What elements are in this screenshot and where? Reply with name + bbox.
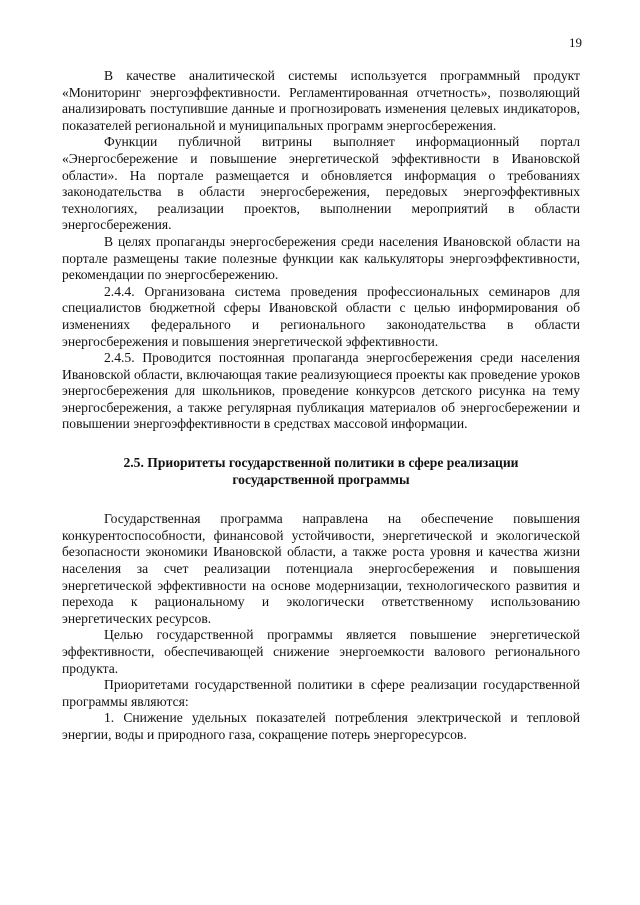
paragraph-2-4-5: 2.4.5. Проводится постоянная пропаганда энергосбережения среди населения Ивановской области, включающая такие реализующиеся проекты как проведение уроков энергосбережения для школьников, проведение конкурсов детского рисунка на тему энергосбережения, а также регулярная публикация материалов об энергосбережении и повышении энергоэффективности в средствах массовой информации.: [62, 350, 580, 432]
page-content: [62, 68, 580, 744]
section-heading-2-5: 2.5. Приоритеты государственной политики в сфере реализации государственной программы: [123, 455, 519, 487]
paragraph-analytics-system: В качестве аналитической системы используется программный продукт «Мониторинг энергоэффективности. Регламентированная отчетность», позволяющий анализировать поступившие данные и прогнозировать изменения целевых индикаторов, показателей региональной и муниципальных программ энергосбережения.: [62, 68, 580, 133]
paragraph-portal-functions: В целях пропаганды энергосбережения среди населения Ивановской области на портале размещены такие полезные функции как калькуляторы энергоэффективности, рекомендации по энергосбережению.: [62, 233, 580, 283]
paragraph-priority-1: 1. Снижение удельных показателей потребления электрической и тепловой энергии, воды и природного газа, сокращение потерь энергоресурсов.: [62, 710, 580, 742]
paragraph-program-goal: Целью государственной программы является повышение энергетической эффективности, обеспечивающей снижение энергоемкости валового регионального продукта.: [62, 627, 580, 676]
page-number: 19: [569, 35, 582, 50]
paragraph-2-4-4: 2.4.4. Организована система проведения профессиональных семинаров для специалистов бюджетной сферы Ивановской области с целью информирования об изменениях федерального и регионального законодательства в области энергосбережения и повышения энергетической эффективности.: [62, 283, 580, 349]
paragraph-program-direction: Государственная программа направлена на обеспечение повышения конкурентоспособности, финансовой устойчивости, энергетической и экологической безопасности экономики Ивановской области, а также роста уровня и качества жизни населения за счет реализации потенциала энергосбережения и повышения энергетической эффективности на основе модернизации, технологического развития и перехода к рациональному и экологически ответственному использованию энергетических ресурсов.: [62, 511, 580, 626]
paragraph-public-portal: Функции публичной витрины выполняет информационный портал «Энергосбережение и повышение энергетической эффективности в Ивановской области». На портале размещается и обновляется информация о требованиях законодательства в области энергосбережения, передовых энергоэффективных технологиях, реализации проектов, выполнении мероприятий в области энергосбережения.: [62, 134, 580, 233]
paragraph-priorities-intro: Приоритетами государственной политики в сфере реализации государственной программы являются:: [62, 677, 580, 709]
